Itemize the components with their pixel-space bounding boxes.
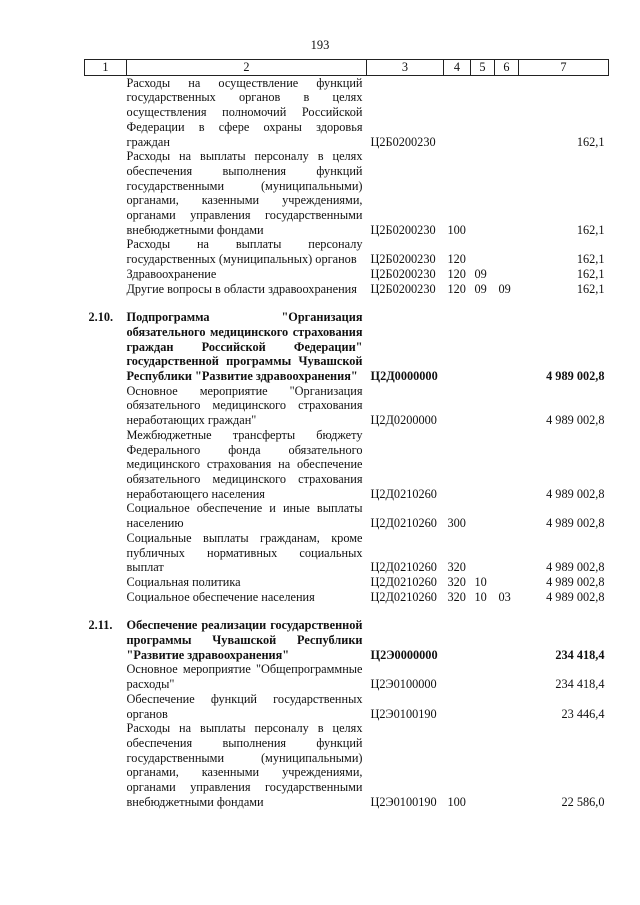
row-expense-type: 120 (447, 266, 466, 281)
row-expense-type (444, 692, 471, 721)
row-code: Ц2Д0210260 (370, 516, 437, 531)
row-number (85, 501, 127, 530)
row-name: Расходы на выплаты персоналу в целях обеспечения выполнения функций государственными (муниципальными) органами, казенными учреждениями, органами управления государственными внебюджетными фондами (126, 149, 363, 237)
row-amount: 234 418,4 (555, 677, 605, 692)
row-expense-type: 320 (447, 589, 466, 604)
row-name: Основное мероприятие "Общепрограммные расходы" (126, 662, 363, 692)
row-code: Ц2Э0100000 (370, 677, 437, 692)
spacer-cell (85, 604, 609, 618)
row-expense-type (444, 310, 471, 384)
row-amount: 4 989 002,8 (546, 589, 605, 604)
row-code: Ц2Д0210260 (370, 574, 437, 589)
row-code: Ц2Д0000000 (370, 369, 438, 384)
row-number: 2.11. (88, 618, 113, 633)
row-expense-type (444, 75, 471, 149)
row-code: Ц2Д0210260 (370, 560, 437, 575)
header-col-1: 1 (85, 60, 127, 76)
row-subsection: 09 (498, 281, 511, 296)
row-expense-type: 120 (447, 252, 466, 267)
row-code: Ц2Б0200230 (370, 134, 436, 149)
row-section (471, 501, 495, 530)
row-section (471, 310, 495, 384)
table-row (85, 282, 609, 297)
table-row (85, 149, 609, 237)
row-number (85, 531, 127, 575)
table-row (85, 428, 609, 502)
budget-table (84, 59, 609, 809)
row-amount: 162,1 (576, 266, 605, 281)
row-section (471, 149, 495, 237)
row-section (471, 384, 495, 428)
spacer-row (85, 604, 609, 618)
row-subsection (495, 75, 519, 149)
row-subsection (495, 384, 519, 428)
row-subsection (495, 531, 519, 575)
row-expense-type: 100 (447, 222, 466, 237)
row-number (85, 662, 127, 691)
row-section: 09 (474, 281, 487, 296)
row-subsection (495, 662, 519, 691)
row-name: Обеспечение реализации государственной программы Чувашской Республики "Развитие здравоохранения" (126, 618, 363, 662)
row-expense-type: 300 (447, 516, 466, 531)
table-header (85, 60, 609, 76)
header-col-5: 5 (471, 60, 495, 76)
row-subsection (495, 721, 519, 809)
row-subsection (495, 237, 519, 266)
row-code: Ц2Б0200230 (370, 252, 436, 267)
row-section (471, 662, 495, 691)
table-row (85, 384, 609, 428)
row-section (471, 618, 495, 662)
row-code: Ц2Б0200230 (370, 266, 436, 281)
row-name: Социальное обеспечение населения (126, 589, 315, 604)
header-col-3: 3 (367, 60, 444, 76)
row-amount: 162,1 (576, 134, 605, 149)
row-name: Расходы на выплаты персоналу государственных (муниципальных) органов (126, 237, 363, 267)
row-name: Основное мероприятие "Организация обязательного медицинского страхования неработающих граждан" (126, 383, 363, 428)
row-amount: 162,1 (576, 281, 605, 296)
row-number (85, 575, 127, 590)
row-number (85, 149, 127, 237)
row-subsection (495, 310, 519, 384)
table-row (85, 618, 609, 662)
row-name: Другие вопросы в области здравоохранения (126, 281, 357, 296)
row-code: Ц2Д0200000 (370, 413, 437, 428)
table-row (85, 721, 609, 809)
row-amount: 4 989 002,8 (546, 369, 605, 384)
row-number (85, 590, 127, 605)
row-amount: 23 446,4 (561, 706, 605, 721)
row-subsection: 03 (498, 589, 511, 604)
header-col-7: 7 (519, 60, 609, 76)
row-amount: 22 586,0 (561, 794, 605, 809)
row-section (471, 721, 495, 809)
row-subsection (495, 267, 519, 282)
row-code: Ц2Э0100190 (370, 706, 437, 721)
table-row (85, 590, 609, 605)
table-row (85, 267, 609, 282)
row-expense-type: 100 (447, 794, 466, 809)
row-expense-type: 320 (447, 574, 466, 589)
table-row (85, 75, 609, 149)
row-number (85, 282, 127, 297)
row-number (85, 384, 127, 428)
row-name: Межбюджетные трансферты бюджету Федерального фонда обязательного медицинского страхования на обеспечение обязательного медицинского страхования неработающего населения (126, 427, 363, 501)
header-row (85, 60, 609, 76)
page-number: 193 (310, 38, 330, 52)
row-section (471, 428, 495, 502)
row-name: Здравоохранение (126, 266, 217, 281)
row-number (85, 721, 127, 809)
row-subsection (495, 575, 519, 590)
row-section (471, 75, 495, 149)
row-code: Ц2Д0210260 (370, 589, 437, 604)
row-number (85, 237, 127, 266)
row-section: 10 (474, 574, 487, 589)
row-subsection (495, 149, 519, 237)
row-amount: 4 989 002,8 (546, 560, 605, 575)
row-expense-type (444, 662, 471, 691)
row-code: Ц2Д0210260 (370, 486, 437, 501)
row-number (85, 428, 127, 502)
row-section (471, 692, 495, 721)
spacer-row (85, 296, 609, 310)
table-row (85, 237, 609, 266)
spacer-cell (85, 296, 609, 310)
row-code: Ц2Б0200230 (370, 281, 436, 296)
row-name: Обеспечение функций государственных органов (126, 691, 363, 721)
row-expense-type (444, 384, 471, 428)
row-name: Подпрограмма "Организация обязательного медицинского страхования граждан Российской Федерации" государственной программы Чувашской Республики "Развитие здравоохранения" (126, 310, 363, 384)
row-name: Социальная политика (126, 574, 241, 589)
row-section: 09 (474, 266, 487, 281)
row-number (85, 75, 127, 149)
row-subsection (495, 501, 519, 530)
table-row (85, 531, 609, 575)
row-number (85, 267, 127, 282)
row-name: Социальные выплаты гражданам, кроме публичных нормативных социальных выплат (126, 530, 363, 575)
row-amount: 4 989 002,8 (546, 574, 605, 589)
row-subsection (495, 618, 519, 662)
row-subsection (495, 692, 519, 721)
row-subsection (495, 428, 519, 502)
header-col-2: 2 (127, 60, 367, 76)
row-amount: 234 418,4 (555, 647, 605, 662)
row-name: Расходы на осуществление функций государственных органов в целях осуществления полномочий Российской Федерации в сфере охраны здоровья граждан (126, 75, 363, 149)
row-name: Расходы на выплаты персоналу в целях обеспечения выполнения функций государственными (муниципальными) органами, казенными учреждениями, органами управления государственными внебюджетными фондами (126, 721, 363, 809)
row-amount: 4 989 002,8 (546, 516, 605, 531)
row-name: Социальное обеспечение и иные выплаты населению (126, 501, 363, 531)
row-number (85, 692, 127, 721)
row-section (471, 531, 495, 575)
table-row (85, 501, 609, 530)
row-expense-type: 320 (447, 560, 466, 575)
row-amount: 4 989 002,8 (546, 413, 605, 428)
table-row (85, 662, 609, 691)
row-code: Ц2Э0000000 (370, 647, 438, 662)
table-row (85, 310, 609, 384)
header-col-6: 6 (495, 60, 519, 76)
row-expense-type (444, 618, 471, 662)
table-row (85, 692, 609, 721)
row-amount: 4 989 002,8 (546, 486, 605, 501)
header-col-4: 4 (444, 60, 471, 76)
row-section: 10 (474, 589, 487, 604)
table-body (85, 75, 609, 809)
row-amount: 162,1 (576, 252, 605, 267)
row-code: Ц2Б0200230 (370, 222, 436, 237)
row-number: 2.10. (88, 310, 114, 325)
row-code: Ц2Э0100190 (370, 794, 437, 809)
row-amount: 162,1 (576, 222, 605, 237)
row-expense-type (444, 428, 471, 502)
row-section (471, 237, 495, 266)
row-expense-type: 120 (447, 281, 466, 296)
table-row (85, 575, 609, 590)
